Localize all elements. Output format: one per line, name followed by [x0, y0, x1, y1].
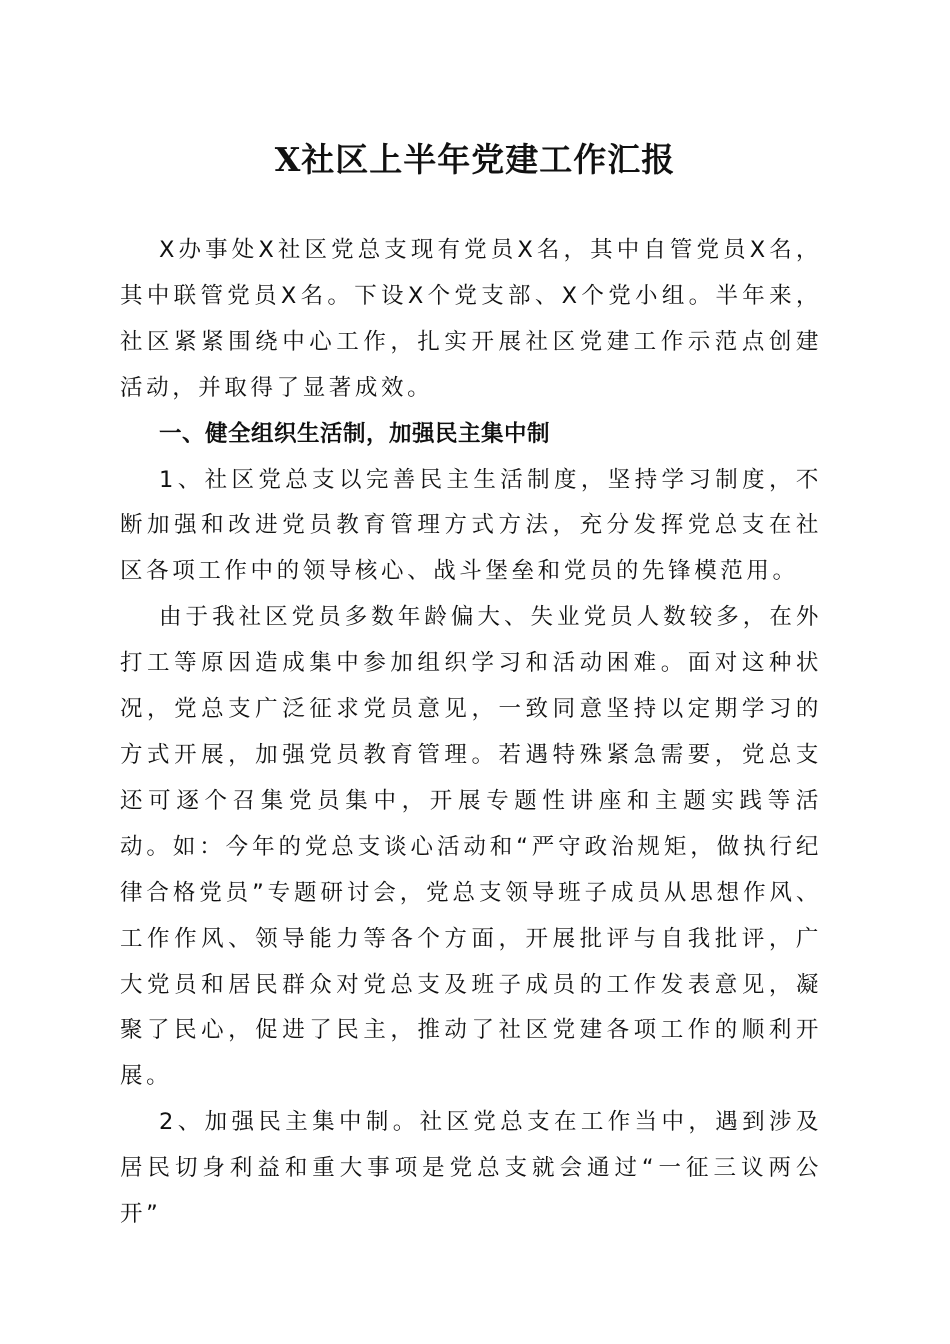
document-body — [120, 228, 822, 1238]
paragraph-situation: 由于我社区党员多数年龄偏大、失业党员人数较多，在外打工等原因造成集中参加组织学习和活动困难。面对这种状况，党总支广泛征求党员意见，一致同意坚持以定期学习的方式开展，加强党员教育管理。若遇特殊紧急需要，党总支还可逐个召集党员集中，开展专题性讲座和主题实践等活动。如：今年的党总支谈心活动和“严守政治规矩，做执行纪律合格党员”专题研讨会，党总支领导班子成员从思想作风、工作作风、领导能力等各个方面，开展批评与自我批评，广大党员和居民群众对党总支及班子成员的工作发表意见，凝聚了民心，促进了民主，推动了社区党建各项工作的顺利开展。 — [120, 604, 822, 1090]
document-title: X社区上半年党建工作汇报 — [274, 140, 676, 179]
paragraph-item-2: 2、加强民主集中制。社区党总支在工作当中，遇到涉及居民切身利益和重大事项是党总支就会通过“一征三议两公开” — [120, 1109, 822, 1228]
intro-paragraph: X办事处X社区党总支现有党员X名，其中自管党员X名，其中联管党员X名。下设X个党支部、X个党小组。半年来，社区紧紧围绕中心工作，扎实开展社区党建工作示范点创建活动，并取得了显著成效。 — [120, 237, 822, 401]
paragraph-item-1: 1、社区党总支以完善民主生活制度，坚持学习制度，不断加强和改进党员教育管理方式方法，充分发挥党总支在社区各项工作中的领导核心、战斗堡垒和党员的先锋模范用。 — [120, 466, 822, 585]
section-heading-1: 一、健全组织生活制，加强民主集中制 — [159, 420, 551, 447]
